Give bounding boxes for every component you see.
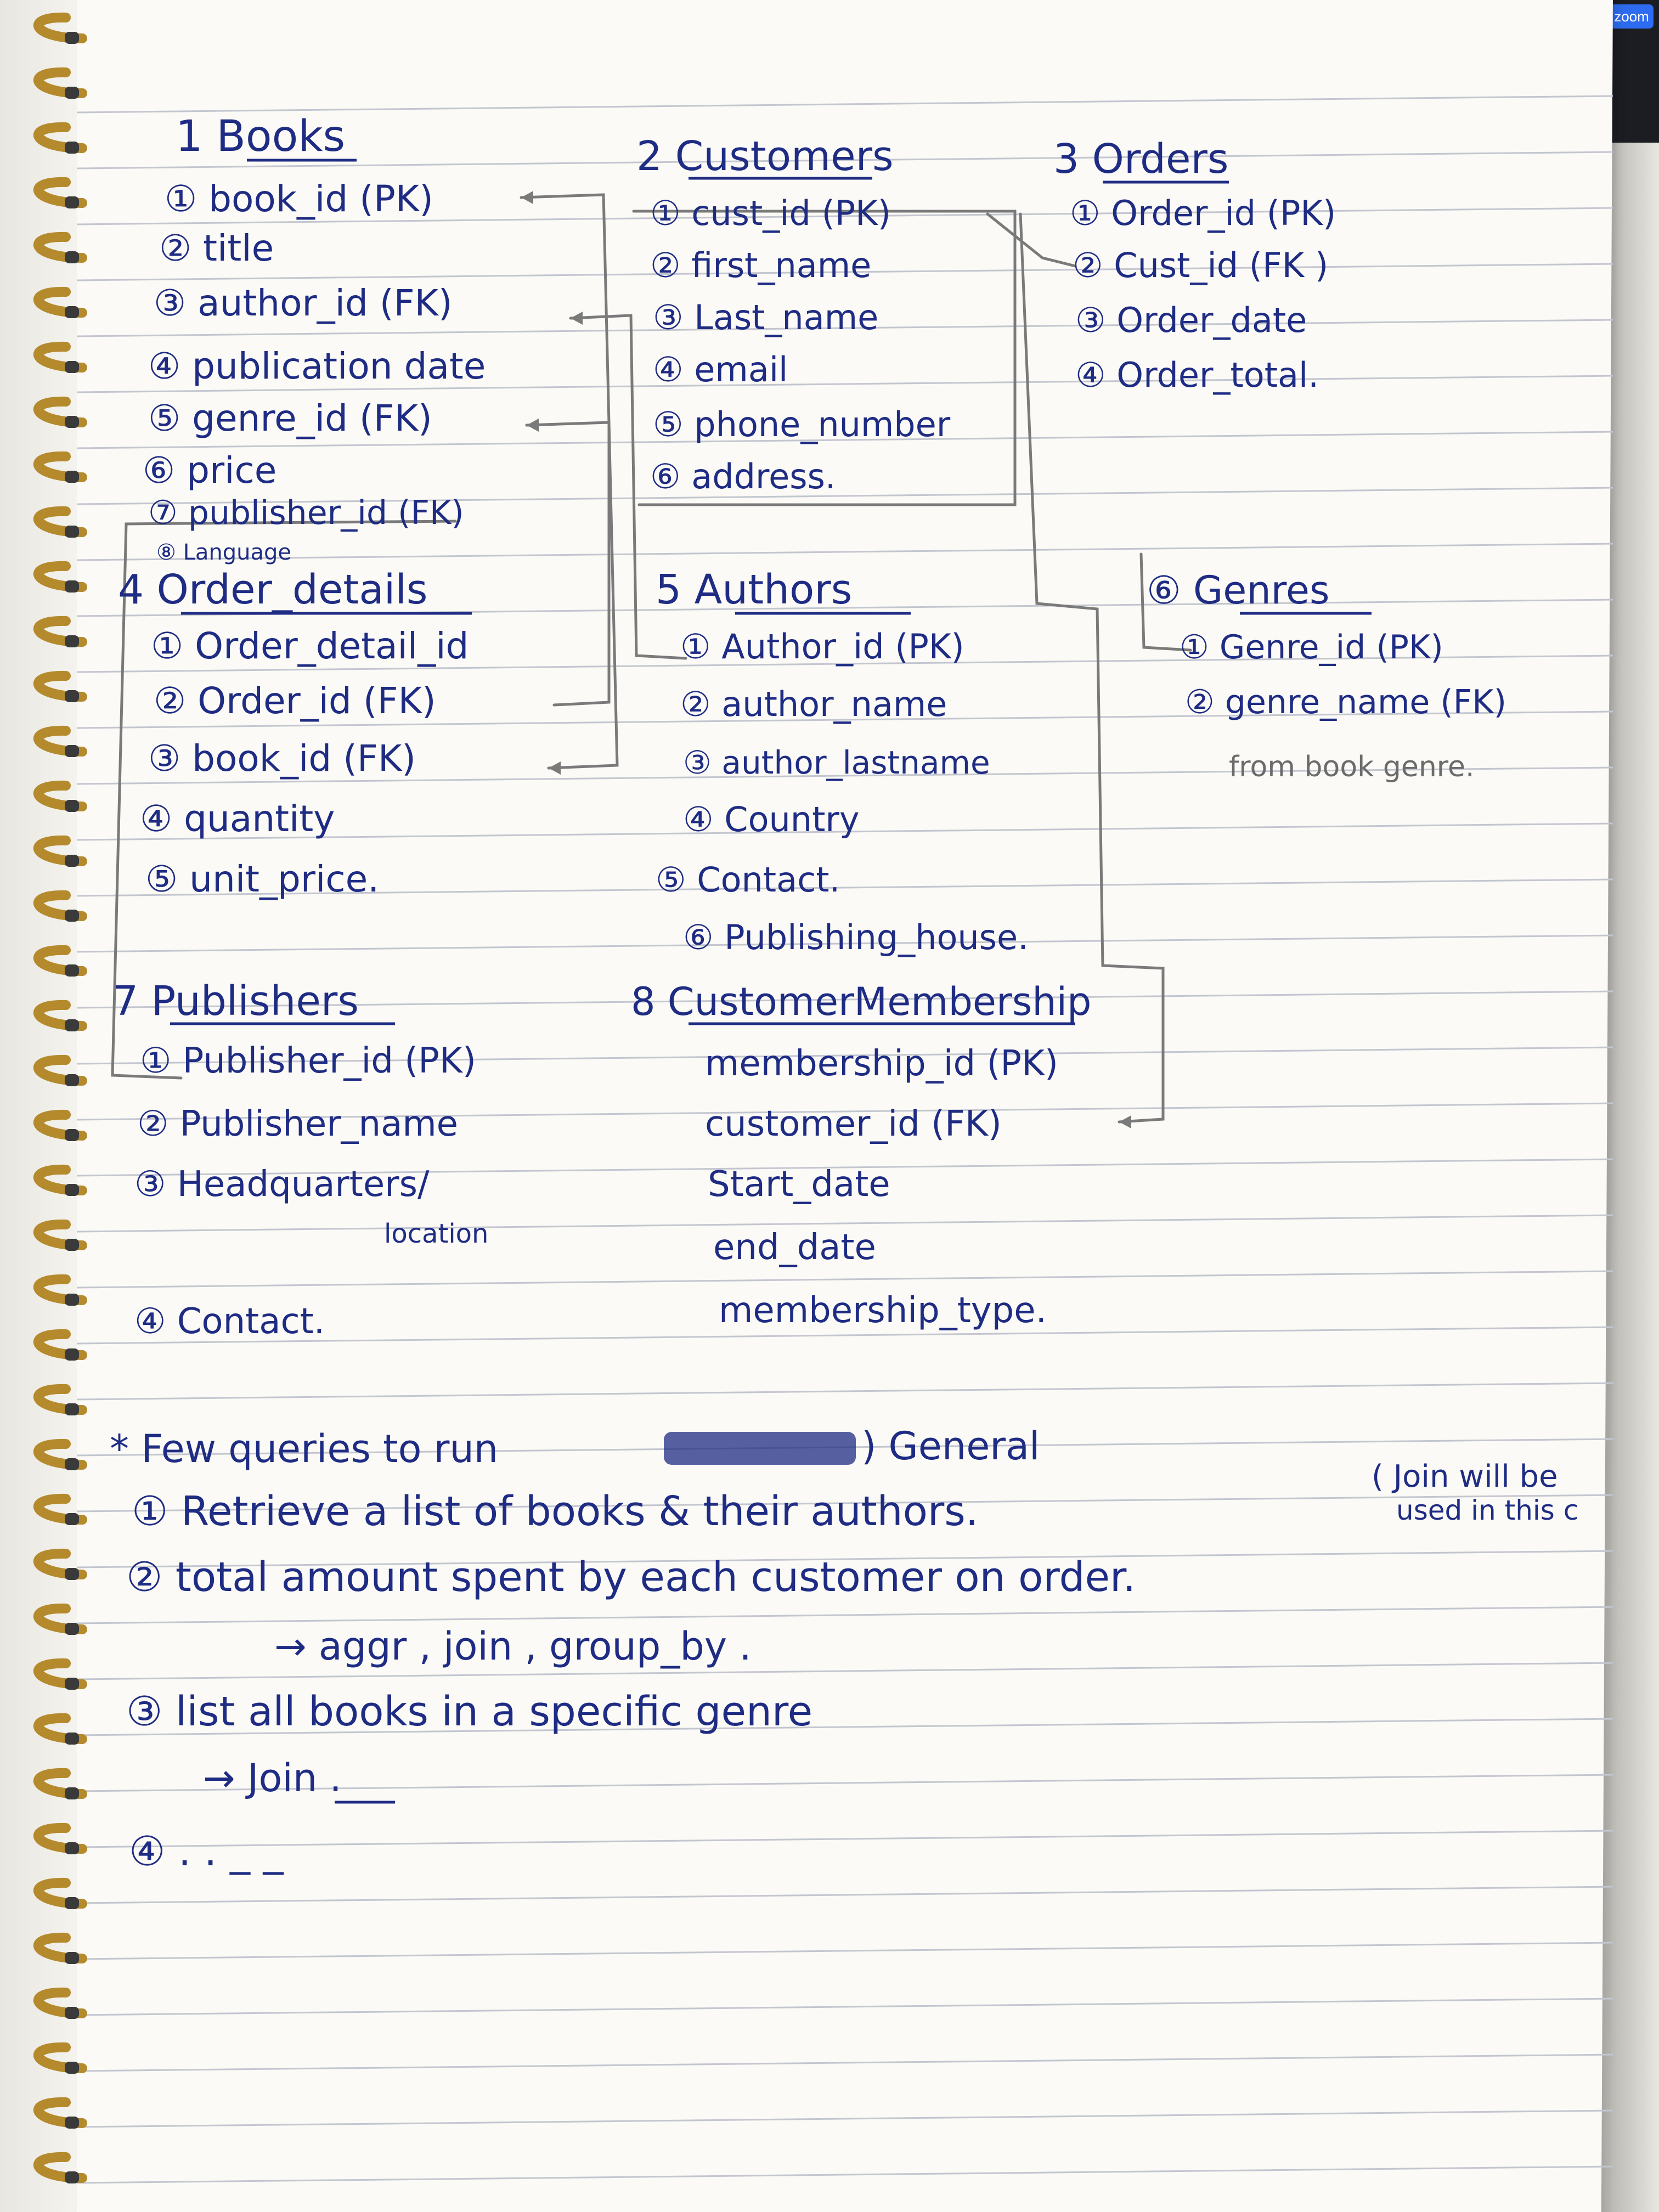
books-header: 1 Books	[176, 112, 346, 161]
table-authors	[656, 566, 1029, 957]
authors-field: ③ author_lastname	[683, 744, 990, 781]
query-item: → aggr , join , group_by .	[274, 1624, 752, 1669]
order-details-field: ① Order_detail_id	[151, 625, 469, 667]
table-customer-membership	[631, 979, 1091, 1331]
customers-header: 2 Customers	[636, 133, 894, 180]
books-field-extra: ⑧ Language	[156, 540, 291, 565]
table-publishers	[112, 978, 488, 1342]
order-details-field: ③ book_id (FK)	[148, 737, 416, 780]
publishers-field: ① Publisher_id (PK)	[140, 1041, 476, 1081]
genres-field: ② genre_name (FK)	[1185, 683, 1507, 721]
table-customers	[636, 133, 951, 496]
queries-header: * Few queries to run	[110, 1426, 499, 1471]
membership-field: membership_type.	[719, 1290, 1047, 1331]
books-field: ⑤ genre_id (FK)	[148, 397, 432, 439]
orders-field: ③ Order_date	[1075, 300, 1307, 340]
authors-field: ① Author_id (PK)	[680, 627, 964, 667]
authors-field: ⑤ Contact.	[656, 860, 840, 900]
publishers-header: 7 Publishers	[112, 978, 359, 1025]
publishers-last: ④ Contact.	[134, 1301, 325, 1342]
customers-field: ③ Last_name	[653, 297, 879, 337]
table-order-details	[118, 566, 472, 900]
order-details-field: ④ quantity	[140, 798, 335, 840]
customers-field: ② first_name	[650, 245, 872, 285]
query-item: ④ . . _ _	[129, 1828, 284, 1875]
customers-field: ④ email	[653, 349, 788, 390]
authors-field: ② author_name	[680, 684, 947, 724]
customers-field: ⑥ address.	[650, 456, 836, 496]
query-item: ③ list all books in a specific genre	[126, 1688, 813, 1735]
order-details-header: 4 Order_details	[118, 566, 428, 613]
table-orders	[1053, 136, 1336, 395]
order-details-field: ② Order_id (FK)	[154, 680, 436, 722]
authors-field: ④ Country	[683, 799, 860, 839]
query-item: ① Retrieve a list of books & their authors.	[132, 1488, 979, 1535]
publishers-field: ③ Headquarters/	[134, 1164, 430, 1205]
membership-field: end_date	[713, 1227, 876, 1268]
genres-header: ⑥ Genres	[1147, 568, 1330, 613]
queries-side-note: used in this c	[1396, 1494, 1579, 1526]
queries-header-tag: ) General	[861, 1424, 1040, 1469]
orders-field: ④ Order_total.	[1075, 355, 1319, 395]
queries-side-note: ( Join will be	[1372, 1459, 1558, 1494]
orders-header: 3 Orders	[1053, 136, 1229, 183]
membership-field: Start_date	[708, 1164, 890, 1205]
zoom-app-icon: zoom	[1610, 4, 1654, 29]
authors-header: 5 Authors	[656, 566, 853, 613]
books-field: ③ author_id (FK)	[154, 282, 453, 324]
orders-field: ② Cust_id (FK )	[1073, 245, 1329, 285]
orders-field: ① Order_id (PK)	[1070, 193, 1336, 233]
books-field: ④ publication date	[148, 345, 486, 387]
table-genres	[1147, 568, 1506, 783]
books-field: ⑥ price	[143, 449, 277, 492]
query-item: → Join .	[203, 1756, 342, 1801]
membership-field: membership_id (PK)	[705, 1043, 1058, 1084]
queries-section	[110, 1424, 1578, 1875]
customers-field: ① cust_id (PK)	[650, 193, 891, 233]
genres-field: ① Genre_id (PK)	[1180, 628, 1443, 667]
genres-note: from book genre.	[1229, 751, 1475, 783]
customers-field: ⑤ phone_number	[653, 404, 951, 444]
publishers-subline: location	[384, 1218, 489, 1249]
authors-field: ⑥ Publishing_house.	[683, 917, 1029, 957]
order-details-field: ⑤ unit_price.	[145, 858, 380, 900]
publishers-field: ② Publisher_name	[137, 1104, 459, 1144]
books-field: ② title	[159, 227, 274, 269]
table-books	[143, 112, 486, 565]
books-field: ① book_id (PK)	[165, 178, 433, 220]
query-item: ② total amount spent by each customer on order.	[126, 1554, 1136, 1601]
books-field: ⑦ publisher_id (FK)	[148, 494, 464, 532]
scribbled-out-word	[664, 1432, 856, 1465]
membership-field: customer_id (FK)	[705, 1104, 1002, 1144]
membership-header: 8 CustomerMembership	[631, 979, 1092, 1024]
